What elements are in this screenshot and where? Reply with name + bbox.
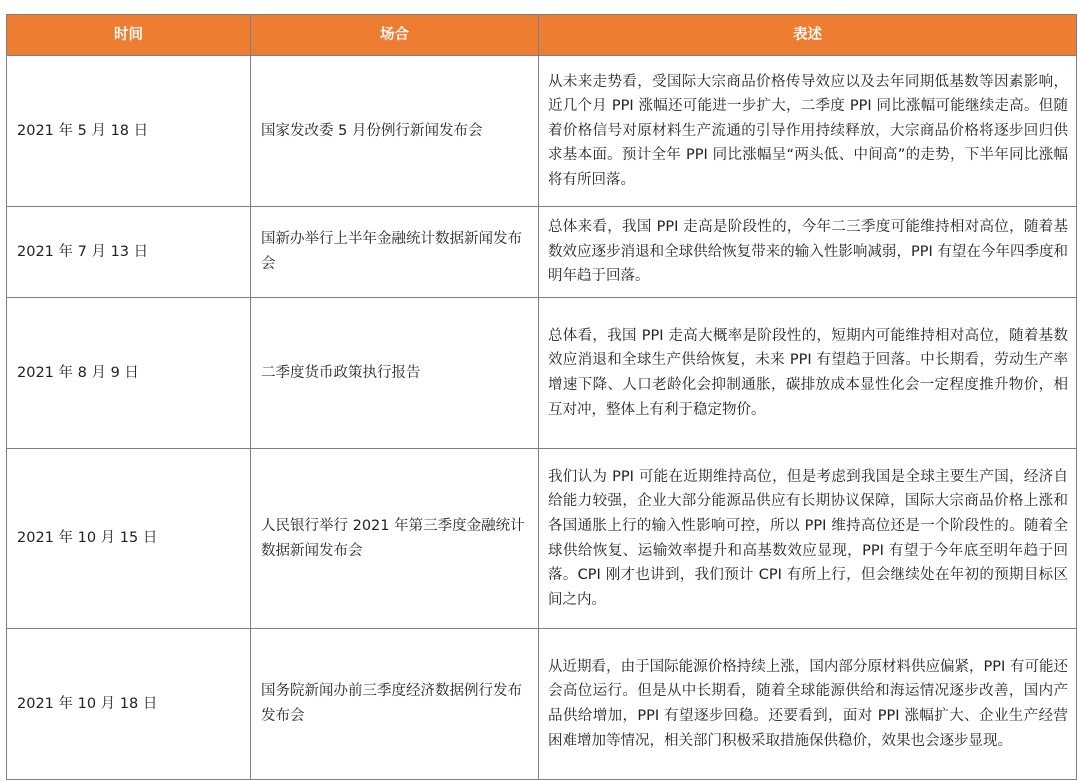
header-row (7, 15, 1077, 56)
table-body (7, 56, 1077, 780)
header-statement: 表述 (539, 15, 1077, 56)
row-venue: 国新办举行上半年金融统计数据新闻发布会 (251, 207, 539, 298)
row-date: 2021 年 10 月 15 日 (7, 449, 251, 629)
table-row (7, 449, 1077, 629)
row-venue: 人民银行举行 2021 年第三季度金融统计数据新闻发布会 (251, 449, 539, 629)
row-statement: 总体来看，我国 PPI 走高是阶段性的，今年二三季度可能维持相对高位，随着基数效应逐步消退和全球供给恢复带来的输入性影响减弱，PPI 有望在今年四季度和明年趋于回落。 (539, 207, 1077, 298)
table-row (7, 56, 1077, 207)
table-row (7, 207, 1077, 298)
row-statement: 从近期看，由于国际能源价格持续上涨，国内部分原材料供应偏紧，PPI 有可能还会高位运行。但是从中长期看，随着全球能源供给和海运情况逐步改善，国内产品供给增加，PPI 有望逐步回稳。还要看到，面对 PPI 涨幅扩大、企业生产经营困难增加等情况，相关部门积极采取措施保供稳价，效果也会逐步显现。 (539, 629, 1077, 780)
row-date: 2021 年 5 月 18 日 (7, 56, 251, 207)
row-venue: 国家发改委 5 月份例行新闻发布会 (251, 56, 539, 207)
row-date: 2021 年 8 月 9 日 (7, 298, 251, 449)
row-venue: 二季度货币政策执行报告 (251, 298, 539, 449)
header-time: 时间 (7, 15, 251, 56)
row-date: 2021 年 7 月 13 日 (7, 207, 251, 298)
row-statement: 从未来走势看，受国际大宗商品价格传导效应以及去年同期低基数等因素影响，近几个月 PPI 涨幅还可能进一步扩大，二季度 PPI 同比涨幅可能继续走高。但随着价格信号对原材料生产流通的引导作用持续释放，大宗商品价格将逐步回归供求基本面。预计全年 PPI 同比涨幅呈“两头低、中间高”的走势，下半年同比涨幅将有所回落。 (539, 56, 1077, 207)
row-statement: 我们认为 PPI 可能在近期维持高位，但是考虑到我国是全球主要生产国，经济自给能力较强，企业大部分能源品供应有长期协议保障，国际大宗商品价格上涨和各国通胀上行的输入性影响可控，所以 PPI 维持高位还是一个阶段性的。随着全球供给恢复、运输效率提升和高基数效应显现，PPI 有望于今年底至明年趋于回落。CPI 刚才也讲到，我们预计 CPI 有所上行，但会继续处在年初的预期目标区间之内。 (539, 449, 1077, 629)
row-venue: 国务院新闻办前三季度经济数据例行发布发布会 (251, 629, 539, 780)
table-row (7, 298, 1077, 449)
table-row (7, 629, 1077, 780)
table-header (7, 15, 1077, 56)
row-statement: 总体看，我国 PPI 走高大概率是阶段性的，短期内可能维持相对高位，随着基数效应消退和全球生产供给恢复，未来 PPI 有望趋于回落。中长期看，劳动生产率增速下降、人口老龄化会抑制通胀，碳排放成本显性化会一定程度推升物价，相互对冲，整体上有利于稳定物价。 (539, 298, 1077, 449)
header-venue: 场合 (251, 15, 539, 56)
row-date: 2021 年 10 月 18 日 (7, 629, 251, 780)
ppi-statements-table (6, 14, 1077, 780)
